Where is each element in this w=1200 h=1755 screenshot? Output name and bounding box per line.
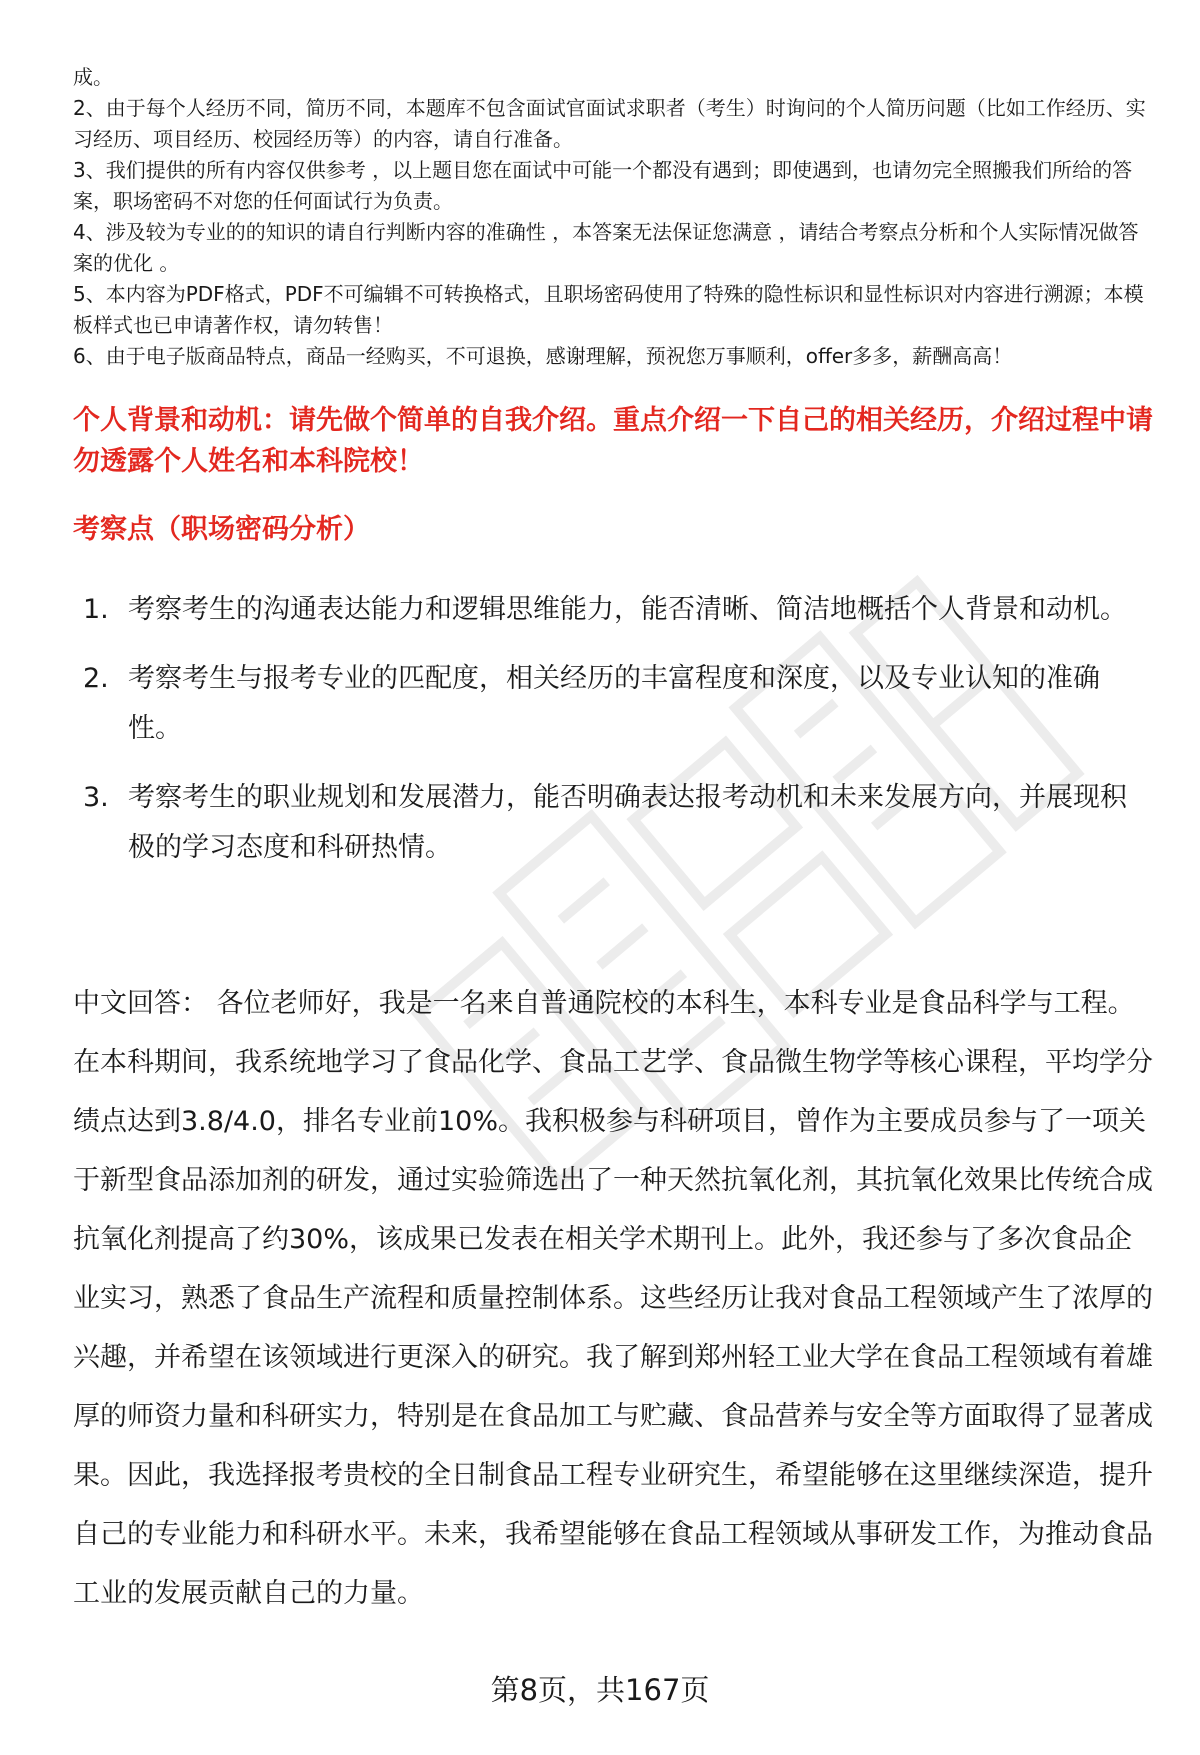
analysis-section-title: 考察点（职场密码分析） — [73, 514, 370, 545]
notice-line: 3、我们提供的所有内容仅供参考 ，以上题目您在面试中可能一个都没有遇到；即使遇到，也请勿完全照搬我们所给的答案，职场密码不对您的任何面试行为负责。 — [73, 158, 1133, 213]
notice-line: 2、由于每个人经历不同，简历不同，本题库不包含面试官面试求职者（考生）时询问的个人简历问题（比如工作经历、实习经历、项目经历、校园经历等）的内容，请自行准备。 — [73, 96, 1146, 151]
list-item — [83, 654, 1153, 754]
list-item — [83, 585, 1153, 635]
notice-line: 4、涉及较为专业的的知识的请自行判断内容的准确性 ，本答案无法保证您满意 ，请结合考察点分析和个人实际情况做答案的优化 。 — [73, 220, 1139, 275]
analysis-points-list — [83, 585, 1153, 892]
list-item-number: 3. — [83, 782, 109, 813]
question-heading: 个人背景和动机：请先做个简单的自我介绍。重点介绍一下自己的相关经历，介绍过程中请勿透露个人姓名和本科院校！ — [73, 405, 1153, 477]
notice-line: 成。 — [73, 65, 113, 89]
list-item-number: 1. — [83, 594, 109, 625]
list-item-number: 2. — [83, 663, 109, 694]
answer-paragraph: 中文回答： 各位老师好，我是一名来自普通院校的本科生，本科专业是食品科学与工程。在本科期间，我系统地学习了食品化学、食品工艺学、食品微生物学等核心课程，平均学分绩点达到3.8/4.0，排名专业前10%。我积极参与科研项目，曾作为主要成员参与了一项关于新型食品添加剂的研发，通过实验筛选出了一种天然抗氧化剂，其抗氧化效果比传统合成抗氧化剂提高了约30%，该成果已发表在相关学术期刊上。此外，我还参与了多次食品企业实习，熟悉了食品生产流程和质量控制体系。这些经历让我对食品工程领域产生了浓厚的兴趣，并希望在该领域进行更深入的研究。我了解到郑州轻工业大学在食品工程领域有着雄厚的师资力量和科研实力，特别是在食品加工与贮藏、食品营养与安全等方面取得了显著成果。因此，我选择报考贵校的全日制食品工程专业研究生，希望能够在这里继续深造，提升自己的专业能力和科研水平。未来，我希望能够在食品工程领域从事研发工作，为推动食品工业的发展贡献自己的力量。 — [73, 988, 1153, 1609]
list-item-text: 考察考生的职业规划和发展潜力，能否明确表达报考动机和未来发展方向，并展现积极的学习态度和科研热情。 — [128, 782, 1127, 863]
list-item — [83, 773, 1153, 873]
page-number-footer: 第8页，共167页 — [490, 1673, 710, 1707]
notice-line: 5、本内容为PDF格式，PDF不可编辑不可转换格式，且职场密码使用了特殊的隐性标识和显性标识对内容进行溯源；本模板样式也已申请著作权，请勿转售！ — [73, 282, 1144, 337]
list-item-text: 考察考生的沟通表达能力和逻辑思维能力，能否清晰、简洁地概括个人背景和动机。 — [128, 594, 1127, 625]
notice-list — [73, 62, 1153, 372]
list-item-text: 考察考生与报考专业的匹配度，相关经历的丰富程度和深度，以及专业认知的准确性。 — [128, 663, 1100, 744]
notice-line: 6、由于电子版商品特点，商品一经购买，不可退换，感谢理解，预祝您万事顺利，offer多多，薪酬高高！ — [73, 344, 1013, 368]
